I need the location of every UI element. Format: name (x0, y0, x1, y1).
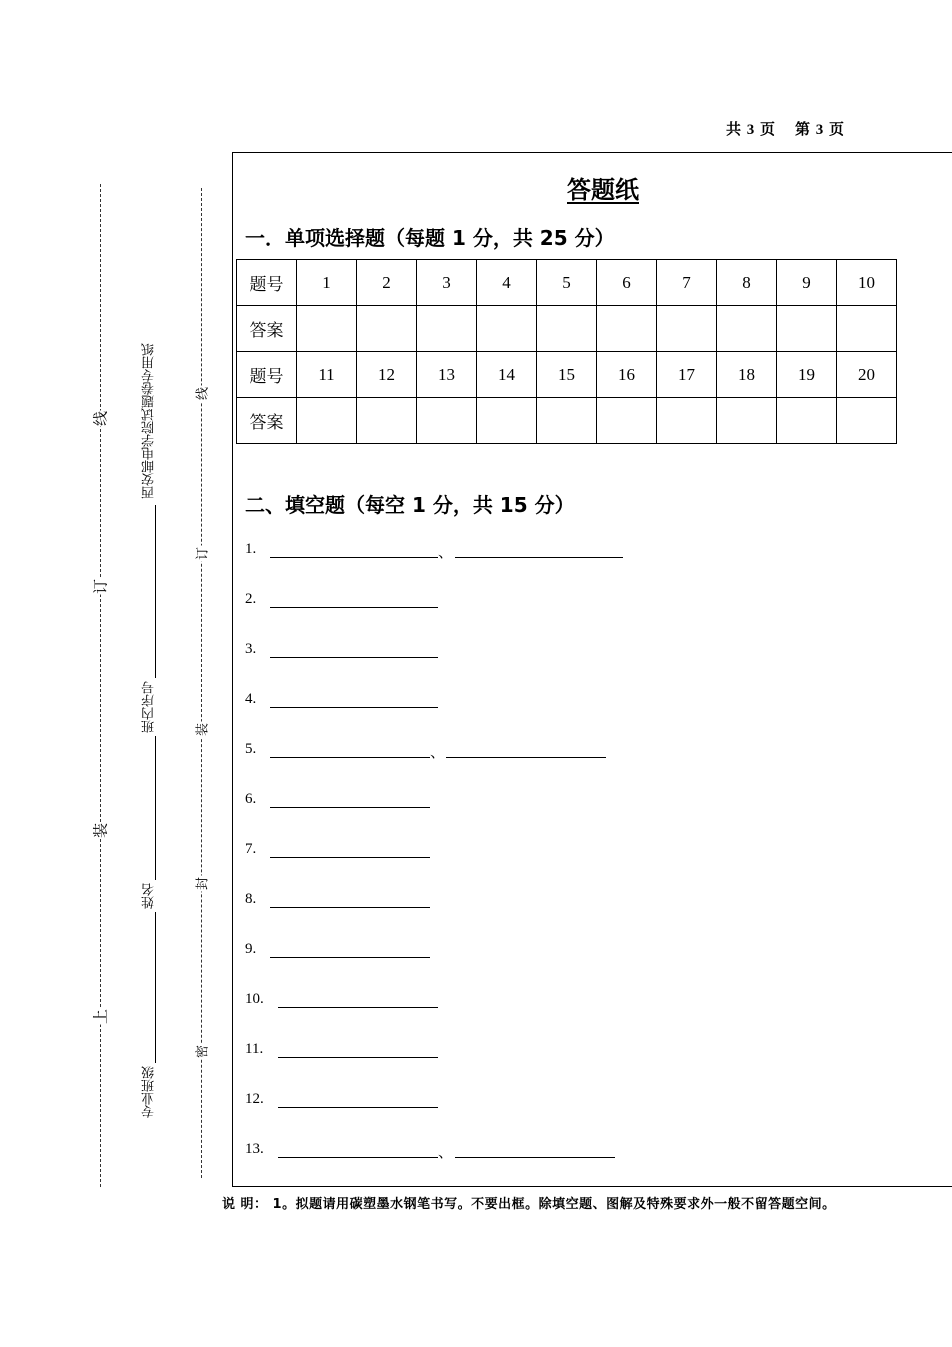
item-number: 9. (245, 941, 257, 957)
question-number-cell: 19 (777, 352, 837, 398)
table-row (237, 398, 897, 444)
question-number-cell: 6 (597, 260, 657, 306)
item-number: 10. (245, 991, 264, 1007)
answer-cell[interactable] (837, 306, 897, 352)
question-number-cell: 7 (657, 260, 717, 306)
question-number-cell: 9 (777, 260, 837, 306)
question-number-cell: 10 (837, 260, 897, 306)
binding-char-inner: 线 (192, 386, 211, 402)
question-number-cell: 11 (297, 352, 357, 398)
class-sequence-label: 班内序号 (140, 678, 159, 736)
binding-char-inner: 订 (192, 546, 211, 562)
item-number: 12. (245, 1091, 264, 1107)
binding-char-inner: 密 (192, 1044, 211, 1060)
item-number: 11. (245, 1041, 264, 1057)
answer-blank[interactable] (270, 557, 438, 558)
question-number-cell: 8 (717, 260, 777, 306)
page-count: 共 3 页 第 3 页 (726, 122, 846, 138)
question-number-cell: 18 (717, 352, 777, 398)
answer-blank[interactable] (270, 607, 438, 608)
answer-cell[interactable] (417, 306, 477, 352)
answer-cell[interactable] (477, 306, 537, 352)
answer-blank[interactable] (455, 1157, 615, 1158)
instructions-note: 说 明： 1。拟题请用碳塑墨水钢笔书写。不要出框。除填空题、图解及特殊要求外一般不留答题空间。 (222, 1197, 836, 1212)
item-number: 5. (245, 741, 257, 757)
binding-char-outer: 订 (91, 579, 110, 595)
answer-blank[interactable] (270, 707, 438, 708)
separator: 、 (438, 1143, 454, 1161)
binding-char-outer: 上 (91, 1009, 110, 1025)
binding-char-inner: 封 (192, 876, 211, 892)
answer-cell[interactable] (597, 306, 657, 352)
answer-blank[interactable] (278, 1057, 438, 1058)
question-number-cell: 3 (417, 260, 477, 306)
answer-cell[interactable] (657, 398, 717, 444)
item-number: 3. (245, 641, 257, 657)
item-number: 1. (245, 541, 257, 557)
table-row (237, 352, 897, 398)
question-number-label: 题号 (237, 352, 297, 398)
sheet-title: 答题纸 (567, 176, 639, 204)
major-class-label: 专业班级 (140, 1063, 159, 1121)
section2-heading: 二、填空题（每空 1 分，共 15 分） (245, 493, 575, 517)
answer-blank[interactable] (278, 1157, 438, 1158)
binding-char-inner: 装 (192, 722, 211, 738)
answer-blank[interactable] (270, 757, 430, 758)
answer-cell[interactable] (357, 398, 417, 444)
choice-answer-table (236, 259, 897, 444)
answer-blank[interactable] (270, 907, 430, 908)
question-number-cell: 1 (297, 260, 357, 306)
answer-cell[interactable] (777, 306, 837, 352)
item-number: 7. (245, 841, 257, 857)
info-line (155, 505, 156, 1065)
item-number: 13. (245, 1141, 264, 1157)
answer-cell[interactable] (777, 398, 837, 444)
answer-cell[interactable] (417, 398, 477, 444)
binding-seal-line-inner (201, 188, 202, 1178)
answer-cell[interactable] (297, 398, 357, 444)
question-number-cell: 20 (837, 352, 897, 398)
question-number-cell: 17 (657, 352, 717, 398)
table-row (237, 306, 897, 352)
separator: 、 (438, 543, 454, 561)
item-number: 6. (245, 791, 257, 807)
binding-cut-line-outer (100, 184, 101, 1187)
answer-cell[interactable] (837, 398, 897, 444)
item-number: 8. (245, 891, 257, 907)
answer-cell[interactable] (297, 306, 357, 352)
name-label: 姓名 (140, 880, 159, 912)
answer-cell[interactable] (537, 398, 597, 444)
table-row (237, 260, 897, 306)
answer-label: 答案 (237, 398, 297, 444)
section1-heading: 一．单项选择题（每题 1 分，共 25 分） (245, 226, 615, 250)
answer-cell[interactable] (357, 306, 417, 352)
answer-cell[interactable] (717, 306, 777, 352)
answer-label: 答案 (237, 306, 297, 352)
separator: 、 (430, 743, 446, 761)
question-number-cell: 15 (537, 352, 597, 398)
answer-cell[interactable] (477, 398, 537, 444)
answer-cell[interactable] (597, 398, 657, 444)
answer-blank[interactable] (278, 1007, 438, 1008)
answer-blank[interactable] (455, 557, 623, 558)
answer-blank[interactable] (446, 757, 606, 758)
question-number-cell: 14 (477, 352, 537, 398)
answer-cell[interactable] (537, 306, 597, 352)
item-number: 2. (245, 591, 257, 607)
answer-blank[interactable] (270, 657, 438, 658)
answer-blank[interactable] (270, 857, 430, 858)
item-number: 4. (245, 691, 257, 707)
question-number-cell: 13 (417, 352, 477, 398)
answer-cell[interactable] (717, 398, 777, 444)
answer-blank[interactable] (270, 807, 430, 808)
binding-char-outer: 线 (91, 411, 110, 427)
answer-blank[interactable] (278, 1107, 438, 1108)
answer-cell[interactable] (657, 306, 717, 352)
question-number-label: 题号 (237, 260, 297, 306)
question-number-cell: 4 (477, 260, 537, 306)
question-number-cell: 16 (597, 352, 657, 398)
answer-blank[interactable] (270, 957, 430, 958)
question-number-cell: 5 (537, 260, 597, 306)
question-number-cell: 12 (357, 352, 417, 398)
binding-char-outer: 装 (91, 823, 110, 839)
question-number-cell: 2 (357, 260, 417, 306)
school-paper-label: 西安邮电学院试题卷专用纸 (140, 340, 159, 502)
